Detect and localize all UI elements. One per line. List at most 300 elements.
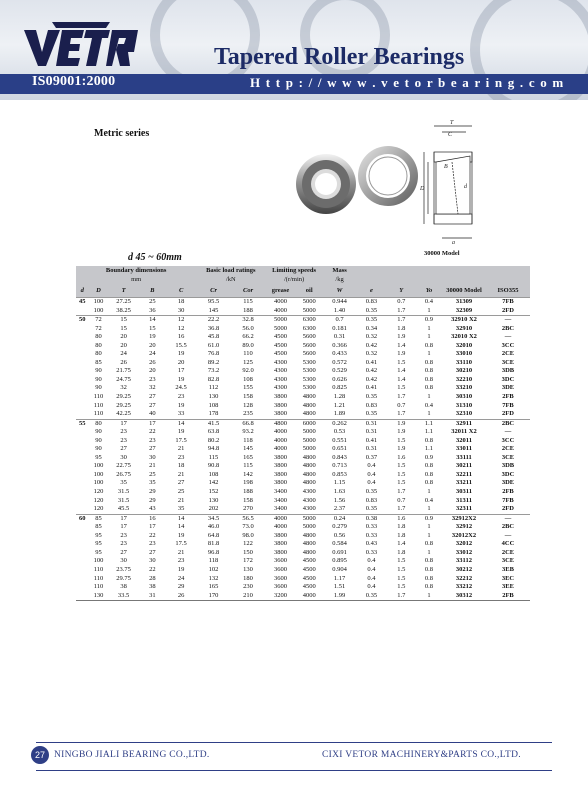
table-cell: 0.366 bbox=[332, 341, 347, 349]
table-cell: 22.2 bbox=[196, 316, 231, 325]
bearing-spec-table bbox=[76, 266, 530, 601]
table-cell: 35 bbox=[149, 479, 156, 487]
table-cell: 155 bbox=[243, 384, 253, 392]
table-cell: 0.262 bbox=[323, 419, 356, 428]
cell-bore-d bbox=[76, 592, 89, 601]
table-cell: 23 bbox=[120, 436, 127, 444]
table-cell: 19 bbox=[177, 428, 185, 436]
table-cell: 5300 bbox=[302, 375, 316, 383]
cell-bore-d bbox=[76, 307, 89, 316]
table-cell: 1.17 bbox=[333, 574, 346, 582]
table-row bbox=[76, 437, 530, 446]
table-cell: 1.8 bbox=[397, 531, 406, 539]
table-cell: 1 bbox=[427, 306, 431, 314]
table-cell: 178 bbox=[208, 410, 219, 418]
table-cell: 27 bbox=[149, 401, 156, 409]
table-cell: 23 bbox=[120, 531, 127, 539]
table-cell: 92.0 bbox=[242, 367, 254, 375]
table-cell: 1.6 bbox=[387, 514, 416, 523]
bearing-cross-section-drawing bbox=[414, 118, 510, 250]
table-cell: 0.31 bbox=[333, 333, 346, 341]
table-cell: 24 bbox=[149, 350, 156, 358]
table-cell: 0.713 bbox=[332, 462, 347, 470]
table-cell: 30 bbox=[177, 306, 185, 314]
col-e: e bbox=[356, 284, 386, 298]
table-cell: 32911 bbox=[442, 419, 486, 428]
table-cell: 165 bbox=[208, 583, 219, 591]
cell-bore-d bbox=[76, 540, 89, 549]
table-cell: 108 bbox=[208, 401, 219, 409]
table-cell: 23 bbox=[149, 375, 156, 383]
table-cell: 0.41 bbox=[365, 436, 378, 444]
table-body bbox=[76, 298, 530, 601]
cell-bore-d bbox=[76, 393, 89, 402]
table-cell: 32910 bbox=[455, 324, 473, 332]
table-cell: 14 bbox=[139, 316, 166, 325]
table-cell: 2CE bbox=[501, 445, 515, 453]
table-cell: 3CC bbox=[501, 341, 515, 349]
table-cell: 96.8 bbox=[207, 548, 220, 556]
table-cell: 32012X2 bbox=[451, 531, 477, 539]
table-cell: 3400 bbox=[273, 505, 287, 513]
table-cell: 85 bbox=[95, 523, 102, 531]
table-cell: 4800 bbox=[302, 453, 316, 461]
table-cell: 4800 bbox=[302, 548, 316, 556]
table-cell: 80 bbox=[95, 341, 102, 349]
table-row bbox=[76, 471, 530, 480]
table-cell: 21 bbox=[149, 462, 156, 470]
table-cell: 0.7 bbox=[397, 401, 406, 409]
col-model: 30000 Model bbox=[442, 284, 486, 298]
table-cell: 100 bbox=[93, 470, 104, 478]
table-cell: 38.25 bbox=[116, 306, 131, 314]
table-cell: 1 bbox=[427, 505, 431, 513]
website-url[interactable]: H t t p : / / w w w . v e t o r b e a r i n g . c o m bbox=[250, 75, 565, 90]
table-cell: 188 bbox=[243, 488, 253, 496]
table-cell: 33.5 bbox=[108, 592, 138, 601]
cell-bore-d bbox=[76, 367, 89, 376]
table-cell: 128 bbox=[243, 401, 253, 409]
table-cell: 3DB bbox=[501, 367, 515, 375]
table-cell: 56.0 bbox=[242, 324, 254, 332]
cell-bore-d bbox=[76, 575, 89, 584]
svg-text:T: T bbox=[450, 120, 454, 126]
table-cell: 0.651 bbox=[332, 445, 347, 453]
table-cell: 270 bbox=[243, 505, 253, 513]
table-cell: 0.32 bbox=[365, 350, 378, 358]
table-cell: 18 bbox=[166, 298, 196, 307]
table-cell: 4000 bbox=[273, 428, 287, 436]
table-cell: 5000 bbox=[296, 298, 323, 307]
table-cell: 24.5 bbox=[175, 384, 187, 392]
table-row bbox=[76, 316, 530, 325]
table-cell: 80.2 bbox=[207, 436, 220, 444]
table-cell: 3800 bbox=[273, 540, 287, 548]
table-cell: 93.2 bbox=[242, 428, 254, 436]
table-cell: 5000 bbox=[273, 324, 287, 332]
cell-bore-d bbox=[76, 462, 89, 471]
table-cell: 32011 bbox=[456, 436, 472, 444]
table-cell: 15 bbox=[149, 324, 156, 332]
table-cell: 3400 bbox=[273, 488, 287, 496]
table-cell: 0.35 bbox=[356, 592, 386, 601]
table-cell: 1.9 bbox=[397, 428, 406, 436]
table-cell: 27 bbox=[120, 548, 127, 556]
table-cell: 1.6 bbox=[397, 453, 406, 461]
unit-mm: mm bbox=[76, 275, 196, 284]
table-cell: 5600 bbox=[302, 333, 316, 341]
table-cell: 19 bbox=[177, 350, 185, 358]
table-cell: 2BC bbox=[501, 324, 515, 332]
col-oil: oil bbox=[296, 284, 323, 298]
table-cell: 33012 bbox=[455, 548, 473, 556]
cell-bore-d bbox=[76, 471, 89, 480]
table-cell: 1.99 bbox=[323, 592, 356, 601]
table-cell: 130 bbox=[208, 496, 219, 504]
table-cell: 0.35 bbox=[365, 488, 378, 496]
table-cell: 130 bbox=[208, 393, 219, 401]
table-cell: 115 bbox=[243, 462, 253, 470]
table-cell: 0.4 bbox=[367, 565, 376, 573]
table-cell: 31.5 bbox=[117, 488, 130, 496]
table-row bbox=[76, 575, 530, 584]
table-cell: 38 bbox=[120, 583, 127, 591]
table-cell: 3800 bbox=[273, 462, 287, 470]
cell-bore-d bbox=[76, 428, 89, 437]
table-cell: 26 bbox=[120, 358, 127, 366]
table-cell: 16 bbox=[177, 333, 185, 341]
table-cell: 4300 bbox=[273, 384, 287, 392]
table-cell: 3600 bbox=[273, 557, 287, 565]
table-cell: 150 bbox=[243, 548, 253, 556]
svg-text:C: C bbox=[448, 132, 453, 138]
table-cell: 33112 bbox=[456, 557, 472, 565]
table-cell: — bbox=[486, 316, 530, 325]
table-cell: 0.35 bbox=[365, 306, 378, 314]
table-cell: 112 bbox=[208, 384, 219, 392]
table-row bbox=[76, 428, 530, 437]
table-cell: 45.8 bbox=[207, 333, 220, 341]
table-row bbox=[76, 342, 530, 351]
table-cell: 0.8 bbox=[424, 479, 434, 487]
table-cell: 0.83 bbox=[356, 298, 386, 307]
table-cell: 0.8 bbox=[424, 358, 434, 366]
table-cell: 14 bbox=[166, 514, 196, 523]
table-cell: 1.7 bbox=[387, 316, 416, 325]
table-cell: 1.8 bbox=[397, 548, 406, 556]
table-cell: 0.33 bbox=[365, 548, 378, 556]
table-cell: 0.8 bbox=[424, 462, 434, 470]
table-cell: 1.5 bbox=[397, 574, 406, 582]
table-cell: 180 bbox=[243, 574, 253, 582]
table-cell: 4300 bbox=[273, 367, 287, 375]
table-cell: 85 bbox=[95, 358, 102, 366]
table-cell: 30311 bbox=[456, 488, 472, 496]
table-cell: 90 bbox=[95, 428, 102, 436]
table-cell: 158 bbox=[243, 393, 253, 401]
table-cell: 1.5 bbox=[397, 565, 406, 573]
cell-bore-d bbox=[76, 549, 89, 558]
col-B: B bbox=[139, 284, 166, 298]
table-cell: 0.529 bbox=[332, 367, 347, 375]
table-cell: 23 bbox=[149, 540, 156, 548]
table-cell: 115 bbox=[208, 453, 219, 461]
table-cell: 0.8 bbox=[424, 341, 434, 349]
bearing-photo bbox=[288, 142, 424, 222]
table-cell: 22.75 bbox=[116, 462, 131, 470]
table-cell: 32012 bbox=[455, 540, 473, 548]
cell-bore-d bbox=[76, 342, 89, 351]
table-cell: 30210 bbox=[455, 367, 473, 375]
table-cell: 6000 bbox=[296, 419, 323, 428]
table-cell: 4000 bbox=[265, 514, 295, 523]
table-cell: 1 bbox=[416, 592, 442, 601]
table-cell: 3DE bbox=[501, 384, 515, 392]
table-row bbox=[76, 333, 530, 342]
table-cell: 0.4 bbox=[367, 462, 376, 470]
table-cell: 0.904 bbox=[332, 565, 347, 573]
table-cell: 100 bbox=[93, 557, 104, 565]
table-cell: 1.7 bbox=[387, 592, 416, 601]
table-cell: 4800 bbox=[302, 462, 316, 470]
table-cell: 0.626 bbox=[332, 375, 347, 383]
table-cell: 0.4 bbox=[424, 401, 434, 409]
cell-bore-d bbox=[76, 359, 89, 368]
cell-bore-d bbox=[76, 410, 89, 419]
table-cell: 56.5 bbox=[231, 514, 266, 523]
table-cell: 0.38 bbox=[356, 514, 386, 523]
table-cell: 5300 bbox=[302, 367, 316, 375]
table-cell: 30 bbox=[149, 557, 156, 565]
table-cell: 20 bbox=[177, 358, 185, 366]
table-cell: 20 bbox=[149, 341, 156, 349]
col-Cr: Cr bbox=[196, 284, 231, 298]
table-cell: 32912X2 bbox=[442, 514, 486, 523]
table-cell: 29 bbox=[149, 488, 156, 496]
table-row bbox=[76, 419, 530, 428]
table-cell: 152 bbox=[208, 488, 219, 496]
table-cell: 90 bbox=[95, 384, 102, 392]
table-cell: 1.5 bbox=[397, 436, 406, 444]
table-cell: 5600 bbox=[302, 350, 316, 358]
table-cell: 4000 bbox=[265, 298, 295, 307]
table-cell: 24.75 bbox=[116, 375, 131, 383]
table-cell: 27 bbox=[149, 445, 156, 453]
table-row bbox=[76, 298, 530, 307]
table-cell: 25 bbox=[149, 470, 156, 478]
table-cell: 25 bbox=[139, 298, 166, 307]
table-cell: 0.37 bbox=[365, 453, 378, 461]
table-row bbox=[76, 462, 530, 471]
table-cell: 1.15 bbox=[333, 479, 346, 487]
table-cell: 17 bbox=[149, 523, 156, 531]
table-cell: 80 bbox=[95, 350, 102, 358]
table-cell: 98.0 bbox=[242, 531, 254, 539]
cell-bore-d bbox=[76, 488, 89, 497]
table-cell: 0.4 bbox=[367, 574, 376, 582]
table-cell: 3CC bbox=[501, 436, 515, 444]
cell-bore-d bbox=[76, 437, 89, 446]
table-cell: 0.53 bbox=[333, 428, 346, 436]
table-cell: 30212 bbox=[455, 565, 473, 573]
table-row bbox=[76, 359, 530, 368]
table-cell: 1.4 bbox=[397, 375, 406, 383]
table-cell: 1 bbox=[427, 324, 431, 332]
table-cell: 4300 bbox=[273, 358, 287, 366]
table-cell: 4800 bbox=[302, 470, 316, 478]
table-cell: 21 bbox=[177, 470, 185, 478]
table-cell: 19 bbox=[177, 565, 185, 573]
table-cell: 1.9 bbox=[387, 419, 416, 428]
table-cell: 33111 bbox=[456, 453, 472, 461]
table-cell: 3800 bbox=[273, 401, 287, 409]
table-row bbox=[76, 402, 530, 411]
table-cell: 1.5 bbox=[397, 462, 406, 470]
table-cell: 4500 bbox=[302, 574, 316, 582]
table-cell: 7FB bbox=[502, 401, 514, 409]
table-cell: 5300 bbox=[302, 384, 316, 392]
header-boundary-dimensions: Boundary dimensions bbox=[76, 266, 196, 275]
table-cell: 95 bbox=[95, 531, 102, 539]
table-cell: 0.4 bbox=[367, 479, 376, 487]
table-cell: 102 bbox=[208, 565, 219, 573]
table-cell: 6300 bbox=[296, 316, 323, 325]
table-cell: 33011 bbox=[456, 445, 472, 453]
table-cell: 30312 bbox=[442, 592, 486, 601]
table-unit-header-row bbox=[76, 275, 530, 284]
table-cell: 6300 bbox=[302, 324, 316, 332]
table-cell: 36.8 bbox=[207, 324, 220, 332]
table-cell: 0.8 bbox=[424, 574, 434, 582]
cell-bore-d bbox=[76, 566, 89, 575]
table-cell: 3EC bbox=[501, 574, 515, 582]
table-cell: 0.8 bbox=[424, 367, 434, 375]
table-cell: 0.8 bbox=[424, 384, 434, 392]
table-cell: 32310 bbox=[455, 410, 473, 418]
table-cell: 5000 bbox=[302, 306, 316, 314]
table-cell: 1.7 bbox=[397, 488, 406, 496]
table-cell: 29 bbox=[177, 583, 185, 591]
table-cell: 115 bbox=[231, 298, 266, 307]
table-cell: 2FB bbox=[502, 393, 514, 401]
table-cell: 0.433 bbox=[332, 350, 347, 358]
table-cell: 120 bbox=[93, 496, 104, 504]
table-cell: 33212 bbox=[455, 583, 473, 591]
table-cell: 4300 bbox=[302, 496, 316, 504]
table-cell: 23 bbox=[177, 393, 185, 401]
cell-bore-d bbox=[76, 333, 89, 342]
table-cell: 1.89 bbox=[333, 410, 346, 418]
table-cell: 0.31 bbox=[356, 419, 386, 428]
table-cell: 0.7 bbox=[323, 316, 356, 325]
cell-bore-d: 55 bbox=[76, 419, 89, 428]
table-cell: 100 bbox=[93, 462, 104, 470]
table-cell: 72 bbox=[89, 316, 109, 325]
table-cell: 5000 bbox=[302, 445, 316, 453]
table-cell: 1.5 bbox=[397, 479, 406, 487]
table-cell: 1.51 bbox=[333, 583, 346, 591]
table-cell: 3CE bbox=[501, 557, 515, 565]
table-cell: 2FD bbox=[502, 306, 514, 314]
table-cell: 1.56 bbox=[333, 496, 346, 504]
table-cell: 1.5 bbox=[397, 358, 406, 366]
table-cell: 1 bbox=[427, 393, 431, 401]
table-group-header-row bbox=[76, 266, 530, 275]
table-cell: 31.5 bbox=[117, 496, 130, 504]
table-cell: 29.75 bbox=[116, 574, 131, 582]
table-cell: 30 bbox=[120, 453, 127, 461]
table-row bbox=[76, 532, 530, 541]
table-cell: 17.5 bbox=[175, 436, 187, 444]
table-cell: 32212 bbox=[455, 574, 473, 582]
table-cell: 0.4 bbox=[367, 583, 376, 591]
table-cell: 32010 X2 bbox=[451, 333, 477, 341]
table-cell: 66.8 bbox=[231, 419, 266, 428]
header-basic-load-ratings: Basic load ratings bbox=[196, 266, 265, 275]
table-cell: 16 bbox=[139, 514, 166, 523]
table-cell: 17 bbox=[139, 419, 166, 428]
table-cell: 0.8 bbox=[424, 565, 434, 573]
cell-bore-d bbox=[76, 497, 89, 506]
table-cell: 0.8 bbox=[424, 540, 434, 548]
table-cell: 172 bbox=[243, 557, 253, 565]
table-cell: 3800 bbox=[273, 479, 287, 487]
table-row bbox=[76, 566, 530, 575]
table-cell: 1.4 bbox=[397, 540, 406, 548]
iso-certification: IS09001:2000 bbox=[32, 74, 116, 89]
table-cell: 43 bbox=[149, 505, 156, 513]
table-cell: 5000 bbox=[302, 428, 316, 436]
table-cell: 110 bbox=[93, 565, 104, 573]
table-cell: 1.4 bbox=[397, 367, 406, 375]
table-row bbox=[76, 376, 530, 385]
table-cell: 32311 bbox=[456, 505, 472, 513]
table-cell: — bbox=[504, 333, 512, 341]
table-cell: 0.32 bbox=[365, 333, 378, 341]
table-cell: 94.8 bbox=[207, 445, 220, 453]
table-cell: 0.7 bbox=[397, 496, 406, 504]
table-cell: 1.1 bbox=[424, 445, 434, 453]
col-C: C bbox=[166, 284, 196, 298]
table-cell: 5000 bbox=[265, 316, 295, 325]
table-cell: 110 bbox=[93, 410, 104, 418]
table-cell: 17.5 bbox=[175, 540, 187, 548]
cell-bore-d bbox=[76, 479, 89, 488]
cell-bore-d bbox=[76, 384, 89, 393]
table-cell: 33110 bbox=[456, 358, 472, 366]
table-cell: 2.37 bbox=[333, 505, 346, 513]
table-cell: 21 bbox=[177, 496, 185, 504]
table-cell: 5000 bbox=[302, 436, 316, 444]
table-cell: 82.8 bbox=[207, 375, 220, 383]
table-cell: 38 bbox=[149, 583, 156, 591]
page-number: 27 bbox=[31, 746, 49, 764]
table-cell: 3CE bbox=[501, 358, 515, 366]
table-cell: 19 bbox=[177, 375, 185, 383]
table-cell: 63.8 bbox=[207, 428, 220, 436]
table-cell: 1.7 bbox=[397, 393, 406, 401]
table-cell: 32912 bbox=[455, 523, 473, 531]
table-cell: 4800 bbox=[265, 419, 295, 428]
table-cell: 3600 bbox=[273, 574, 287, 582]
svg-text:B: B bbox=[444, 164, 448, 170]
table-cell: 21 bbox=[177, 445, 185, 453]
table-cell: 23 bbox=[177, 453, 185, 461]
table-cell: 90 bbox=[95, 375, 102, 383]
page-title: Tapered Roller Bearings bbox=[214, 44, 465, 70]
table-cell: 110 bbox=[93, 393, 104, 401]
cell-bore-d bbox=[76, 376, 89, 385]
